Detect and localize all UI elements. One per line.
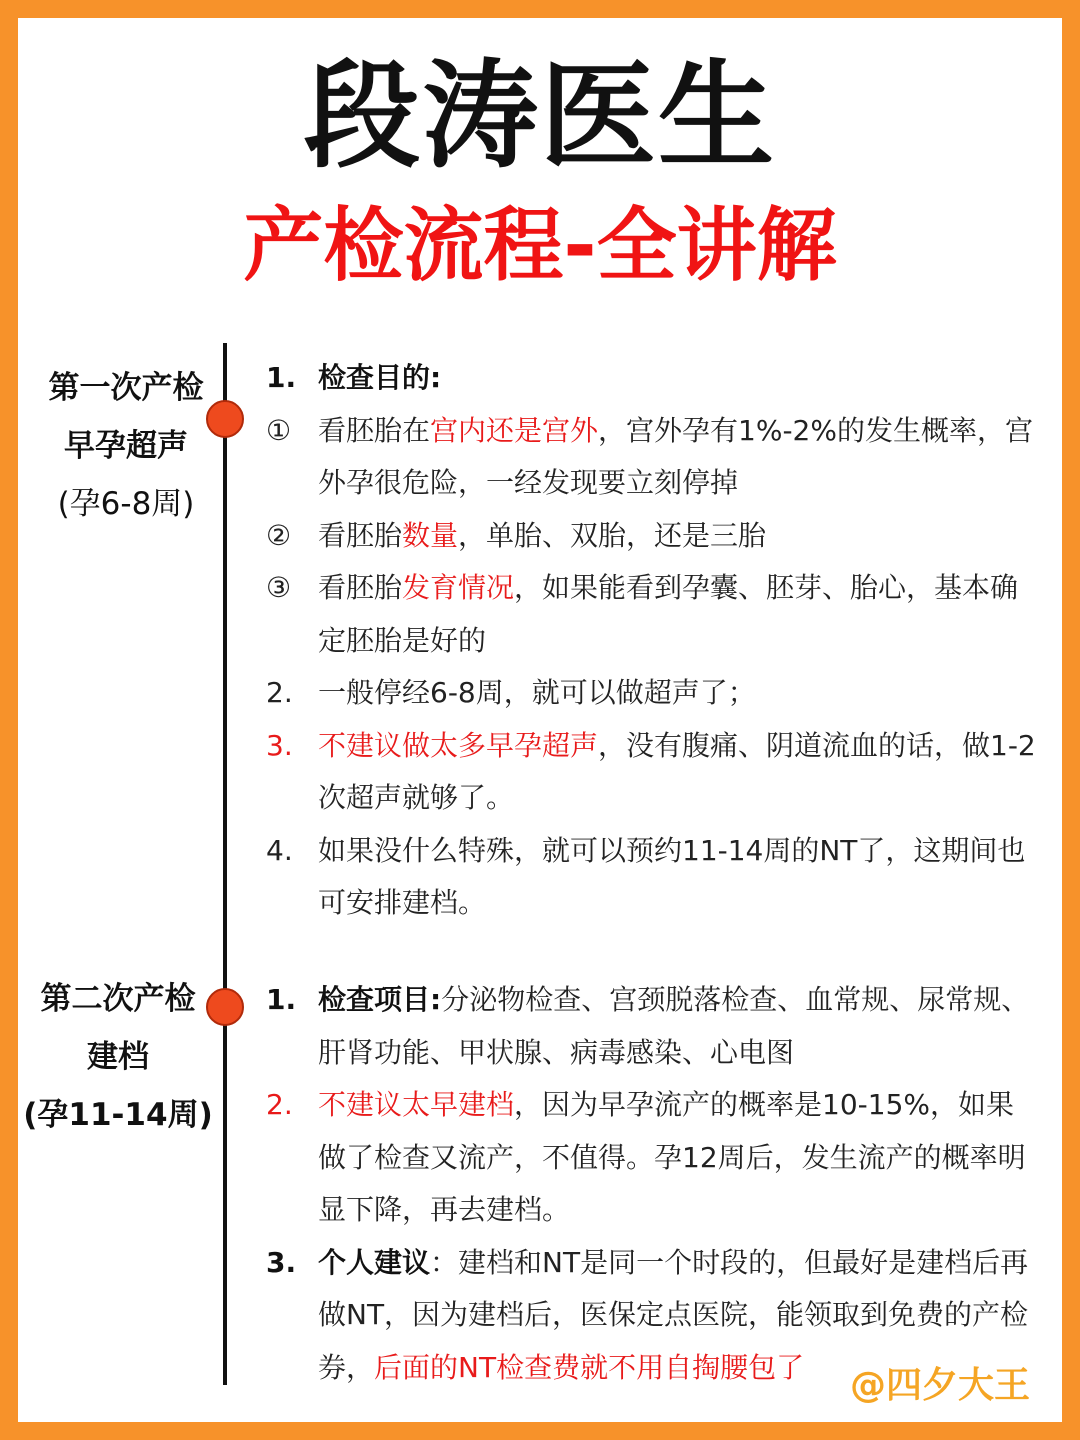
item-number: 3. [266,1245,297,1279]
item-number: 2. [266,676,293,709]
item-text: 看胚胎在宫内还是宫外，宫外孕有1%-2%的发生概率，宫外孕很危险，一经发现要立刻停掉 [318,413,1033,499]
item-number: ① [266,413,292,447]
page-subtitle: 产检流程-全讲解 [243,199,837,292]
list-item [266,974,1036,1079]
item-text: 不建议做太多早孕超声，没有腹痛、阴道流血的话，做1-2次超声就够了。 [318,728,1036,814]
item-text: 检查项目:分泌物检查、宫颈脱落检查、血常规、尿常规、肝肾功能、甲状腺、病毒感染、心电图 [318,983,1030,1069]
section1-label-line1: 第一次产检 [48,370,204,406]
author-watermark: @四夕大王 [849,1365,1030,1406]
item-number: ③ [266,571,292,604]
list-item [266,562,1036,667]
item-number: 1. [266,361,297,394]
item-text: 如果没什么特殊，就可以预约11-14周的NT了，这期间也可安排建档。 [318,833,1026,919]
highlight-text: 宫内还是宫外 [430,413,599,447]
section1-label-line3: (孕6-8周) [57,486,195,522]
list-item [266,352,1036,405]
item-number: 3. [266,728,293,762]
item-text: 看胚胎发育情况，如果能看到孕囊、胚芽、胎心，基本确定胚胎是好的 [318,571,1019,657]
section1-content [266,352,1036,930]
highlight-text: 不建议太早建档 [318,1088,515,1121]
section1-label-line2: 早孕超声 [64,428,188,464]
item-number: 1. [266,983,297,1016]
highlight-text: 发育情况 [402,571,515,604]
list-item [266,825,1036,930]
list-item [266,720,1036,825]
item-number: ② [266,518,292,552]
item-text: 不建议太早建档，因为早孕流产的概率是10-15%，如果做了检查又流产，不值得。孕12周后，发生流产的概率明显下降，再去建档。 [318,1088,1026,1226]
section2-label-line1: 第二次产检 [40,981,196,1017]
list-item [266,405,1036,510]
poster [18,18,1062,1422]
highlight-text: 不建议做太多早孕超声 [318,728,599,762]
item-title: 个人建议 [318,1245,431,1279]
section2-label-line2: 建档 [87,1039,149,1075]
page-title: 段涛医生 [304,49,776,184]
list-item [266,510,1036,563]
section1-label [26,359,226,533]
item-title: 检查项目: [318,983,442,1016]
section2-label [18,970,218,1144]
item-number: 2. [266,1088,293,1121]
list-item [266,1079,1036,1237]
item-text: 看胚胎数量，单胎、双胎，还是三胎 [318,518,767,552]
item-text: 个人建议：建档和NT是同一个时段的，但最好是建档后再做NT，因为建档后，医保定点医院，能领取到免费的产检券，后面的NT检查费就不用自掏腰包了 [318,1245,1029,1384]
item-text: 一般停经6-8周，就可以做超声了； [318,676,756,709]
section2-content [266,974,1036,1394]
highlight-text: 后面的NT检查费就不用自掏腰包了 [374,1350,805,1384]
item-number: 4. [266,833,293,867]
list-item [266,667,1036,720]
highlight-text: 数量 [402,518,459,552]
item-title: 检查目的: [318,361,442,394]
section2-label-line3: (孕11-14周) [23,1097,213,1133]
